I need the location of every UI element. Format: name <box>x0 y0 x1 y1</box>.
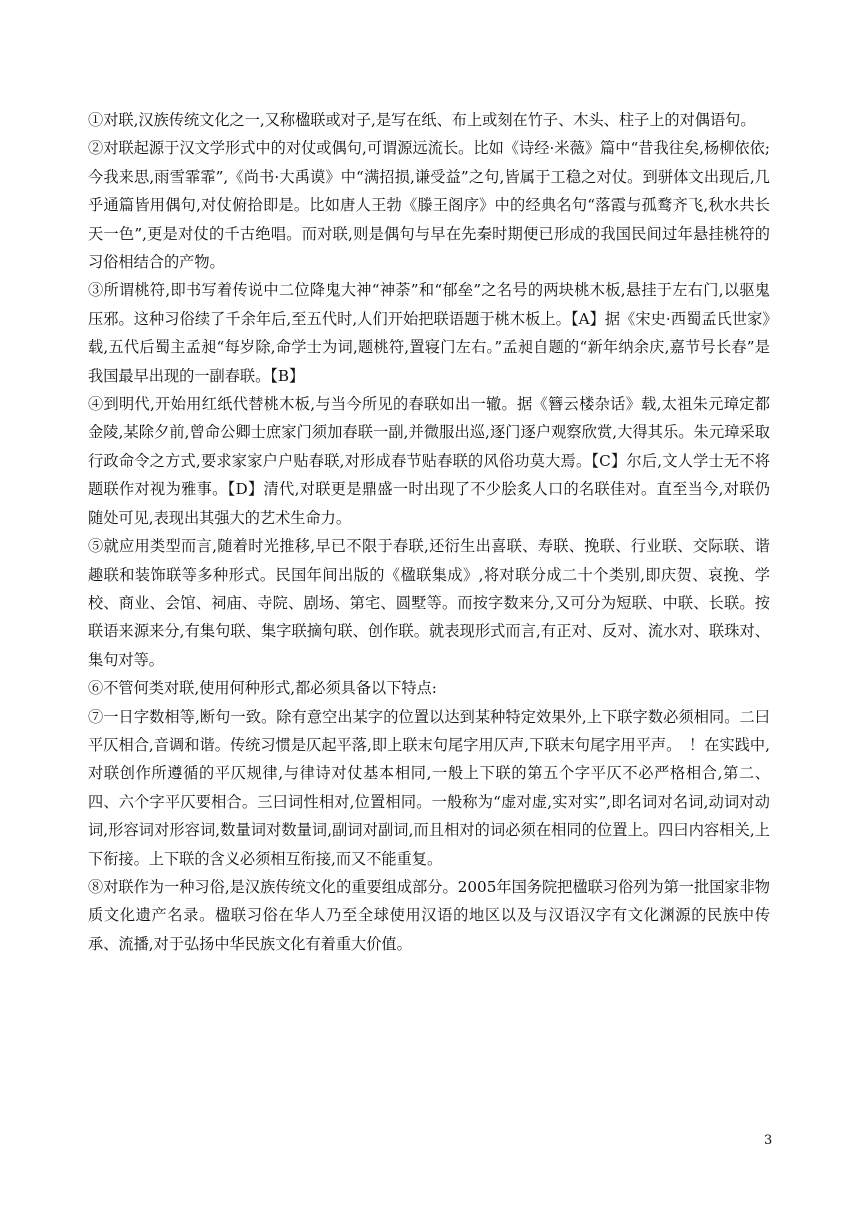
paragraph-6: ⑥不管何类对联,使用何种形式,都必须具备以下特点: <box>88 679 437 698</box>
paragraph-3: ③所谓桃符,即书写着传说中二位降鬼大神“神荼”和“郁垒”之名号的两块桃木板,悬挂于左右门,以驱鬼压邪。这种习俗续了千余年后,至五代时,人们开始把联语题于桃木板上。【A】据《宋史·西蜀孟氏世家》载,五代后蜀主孟昶“每岁除,命学士为词,题桃符,置寝门左右。”孟昶自题的“新年纳余庆,嘉节号长春”是我国最早出现的一副春联。【B】 <box>88 281 770 385</box>
paragraph-2: ②对联起源于汉文学形式中的对仗或偶句,可谓源远流长。比如《诗经·米薇》篇中“昔我往矣,杨柳依依;今我来思,雨雪霏霏”,《尚书·大禹谟》中“满招损,谦受益”之句,皆属于工稳之对仗。到骈体文出现后,几乎通篇皆用偶句,对仗俯拾即是。比如唐人王勃《滕王阁序》中的经典名句“落霞与孤鹜齐飞,秋水共长天一色”,更是对仗的千古绝唱。而对联,则是偶句与早在先秦时期便已形成的我国民间过年悬挂桃符的习俗相结合的产物。 <box>88 139 770 272</box>
paragraph-5: ⑤就应用类型而言,随着时光推移,早已不限于春联,还衍生出喜联、寿联、挽联、行业联、交际联、谐趣联和装饰联等多种形式。民国年间出版的《楹联集成》,将对联分成二十个类别,即庆贺、哀挽、学校、商业、会馆、祠庙、寺院、剧场、第宅、圆墅等。而按字数来分,又可分为短联、中联、长联。按联语来源来分,有集句联、集字联摘句联、创作联。就表现形式而言,有正对、反对、流水对、联珠对、集句对等。 <box>88 537 770 669</box>
paragraph-8: ⑧对联作为一种习俗,是汉族传统文化的重要组成部分。2005年国务院把楹联习俗列为第一批国家非物质文化遗产名录。楹联习俗在华人乃至全球使用汉语的地区以及与汉语汉字有文化渊源的民族中传承、流播,对于弘扬中华民族文化有着重大价值。 <box>88 877 770 953</box>
page-number: 3 <box>764 1133 773 1148</box>
paragraph-7: ⑦一日字数相等,断句一致。除有意空出某字的位置以达到某种特定效果外,上下联字数必须相同。二曰平仄相合,音调和谐。传统习惯是仄起平落,即上联末句尾字用仄声,下联末句尾字用平声。 ！在实践中,对联创作所遵循的平仄规律,与律诗对仗基本相同,一般上下联的第五个字平仄不必严格相合,第二、四、六个字平仄要相合。三曰词性相对,位置相同。一般称为“虚对虚,实对实”,即名词对名词,动词对动词,形容词对形容词,数量词对数量词,副词对副词,而且相对的词必须在相同的位置上。四曰内容相关,上下衔接。上下联的含义必须相互衔接,而又不能重复。 <box>88 707 770 868</box>
paragraph-1: ①对联,汉族传统文化之一,又称楹联或对子,是写在纸、布上或刻在竹子、木头、柱子上的对偶语句。 <box>88 111 756 129</box>
paragraph-4: ④到明代,开始用红纸代替桃木板,与当今所见的春联如出一辙。据《簪云楼杂话》载,太祖朱元璋定都金陵,某除夕前,曾命公卿士庶家门须加春联一副,并微服出巡,逐门逐户观察欣赏,大得其乐。朱元璋采取行政命令之方式,要求家家户户贴春联,对形成春节贴春联的风俗功莫大焉。【C】尔后,文人学士无不将题联作对视为雅事。【D】清代,对联更是鼎盛一时出现了不少脍炙人口的名联佳对。直至当今,对联仍随处可见,表现出其强大的艺术生命力。 <box>88 395 770 527</box>
article-body <box>88 106 770 958</box>
